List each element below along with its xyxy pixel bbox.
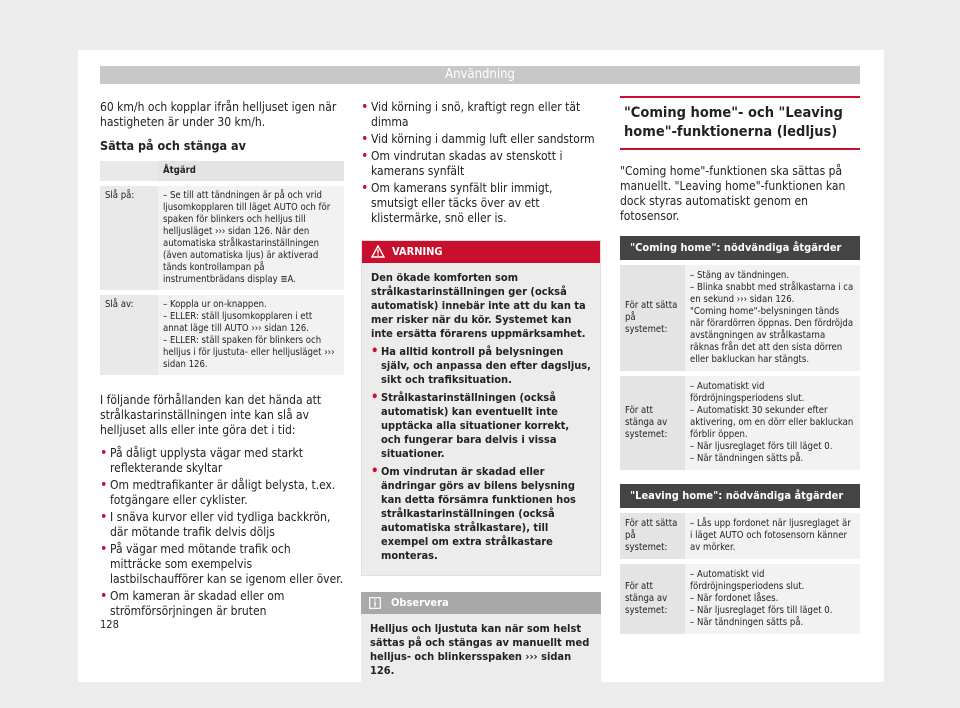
onoff-table xyxy=(100,161,344,375)
intro-paragraph: 60 km/h och kopplar ifrån helljuset igen när hastigheten är under 30 km/h. xyxy=(100,100,337,129)
list-item: • Vid körning i dammig luft eller sandstorm xyxy=(361,132,601,147)
row-text: – Stäng av tändningen. – Blinka snabbt med strålkastarna i ca en sekund ››› sidan 126. "Coming home"-belysningen tänds när förardörren öppnas. Den fördröjda avstängningen av strålkastarna räknas från det att den sista dörren eller bakluckan har stängts. xyxy=(685,263,860,374)
row-label: För att sätta på systemet: xyxy=(620,263,685,374)
list-item: • Om medtrafikanter är dåligt belysta, t.ex. fotgängare eller cyklister. xyxy=(100,478,344,508)
list-item: • På dåligt upplysta vägar med starkt reflekterande skyltar xyxy=(100,446,344,476)
table-row xyxy=(100,184,344,293)
warning-item: • Ha alltid kontroll på belysningen själv, och anpassa den efter dagsljus, sikt och trafiksituation. xyxy=(371,345,591,387)
warning-title: VARNING xyxy=(392,245,443,258)
coming-home-table xyxy=(620,236,860,470)
list-item: • I snäva kurvor eller vid tydliga backkrön, där mötande trafik delvis döljs xyxy=(100,510,344,540)
row-text: – Lås upp fordonet när ljusreglaget är i läget AUTO och fotosensorn känner av mörker. xyxy=(685,511,860,562)
list-item: • På vägar med mötande trafik och mitträcke som exempelvis lastbilschaufförer kan se igenom eller över. xyxy=(100,542,344,587)
table-header-action: Åtgärd xyxy=(158,161,344,184)
leaving-home-table xyxy=(620,484,860,634)
conditions-paragraph: I följande förhållanden kan det hända att strålkastarinställningen inte kan slå av helljuset alls eller inte göra det i tid: xyxy=(100,393,322,437)
page-number: 128 xyxy=(100,618,119,631)
row-text: – Automatiskt vid fördröjningsperiodens slut. – När fordonet låses. – När ljusreglaget förs till läget 0. – När tändningen sätts på. xyxy=(685,562,860,635)
section-title: "Coming home"- och "Leaving home"-funktionerna (ledljus) xyxy=(620,96,860,150)
warning-header xyxy=(362,241,600,263)
note-title: Observera xyxy=(391,596,449,609)
subheading: Sätta på och stänga av xyxy=(100,138,246,153)
column-left xyxy=(100,100,344,621)
note-body: Helljus och ljustuta kan när som helst sättas på och stängas av manuellt med helljus- och blinkersspaken ››› sidan 126. xyxy=(361,614,601,686)
note-header xyxy=(361,592,601,614)
table-row xyxy=(620,511,860,562)
row-label: För att stänga av systemet: xyxy=(620,374,685,471)
warning-triangle-icon xyxy=(371,245,385,258)
coming-home-intro: "Coming home"-funktionen ska sättas på manuellt. "Leaving home"-funktionen kan dock styras automatiskt genom en fotosensor. xyxy=(620,164,846,223)
list-item: • Vid körning i snö, kraftigt regn eller tät dimma xyxy=(361,100,601,130)
row-label: För att stänga av systemet: xyxy=(620,562,685,635)
warning-box xyxy=(361,240,601,576)
coming-home-title: "Coming home": nödvändiga åtgärder xyxy=(620,236,860,260)
table-row xyxy=(620,562,860,635)
conditions-list-continued xyxy=(361,100,601,226)
row-label: Slå på: xyxy=(100,184,158,293)
column-right xyxy=(620,96,860,648)
warning-intro: Den ökade komforten som strålkastarinställningen ger (också automatisk) innebär inte att du kan ta mer risker när du kör. Systemet kan inte ersätta förarens uppmärksamhet. xyxy=(371,271,586,340)
list-item: • Om kameran är skadad eller om strömförsörjningen är bruten xyxy=(100,589,344,619)
row-label: För att sätta på systemet: xyxy=(620,511,685,562)
row-label: Slå av: xyxy=(100,293,158,376)
list-item: • Om vindrutan skadas av stenskott i kamerans synfält xyxy=(361,149,601,179)
row-text: – Se till att tändningen är på och vrid ljusomkopplaren till läget AUTO och för spaken för blinkers och helljus till helljusläget ››› sidan 126. När den automatiska strålkastarinställningen (även automatiska ljus) är aktiverad tänds kontrollampan på instrumentbrädans display ≣A. xyxy=(158,184,344,293)
row-text: – Automatiskt vid fördröjningsperiodens slut. – Automatiskt 30 sekunder efter aktivering, om en dörr eller bakluckan förblir öppen. – När ljusreglaget förs till läget 0. – När tändningen sätts på. xyxy=(685,374,860,471)
list-item: • Om kamerans synfält blir immigt, smutsigt eller täcks över av ett klistermärke, snö eller is. xyxy=(361,181,601,226)
warning-item: • Om vindrutan är skadad eller ändringar görs av bilens belysning kan detta försämra funktionen hos strålkastarinställningen (också automatiska strålkastare), till exempel om extra strålkastare monteras. xyxy=(371,465,591,563)
table-row xyxy=(100,293,344,376)
conditions-list xyxy=(100,446,344,619)
section-header: Användning xyxy=(100,66,860,84)
warning-item: • Strålkastarinställningen (också automatisk) kan eventuellt inte upptäcka alla situationer korrekt, och fungerar bara delvis i vissa situationer. xyxy=(371,391,591,461)
leaving-home-title: "Leaving home": nödvändiga åtgärder xyxy=(620,484,860,508)
row-text: – Koppla ur on-knappen. – ELLER: ställ ljusomkopplaren i ett annat läge till AUTO ››› sidan 126. – ELLER: ställ spaken för blinkers och helljus i för ljustuta- eller helljusläget ››› sidan 126. xyxy=(158,293,344,376)
info-icon xyxy=(369,597,381,609)
note-box xyxy=(361,592,601,686)
column-middle xyxy=(361,100,601,686)
warning-body xyxy=(362,263,600,575)
table-row xyxy=(620,374,860,471)
table-row xyxy=(620,263,860,374)
